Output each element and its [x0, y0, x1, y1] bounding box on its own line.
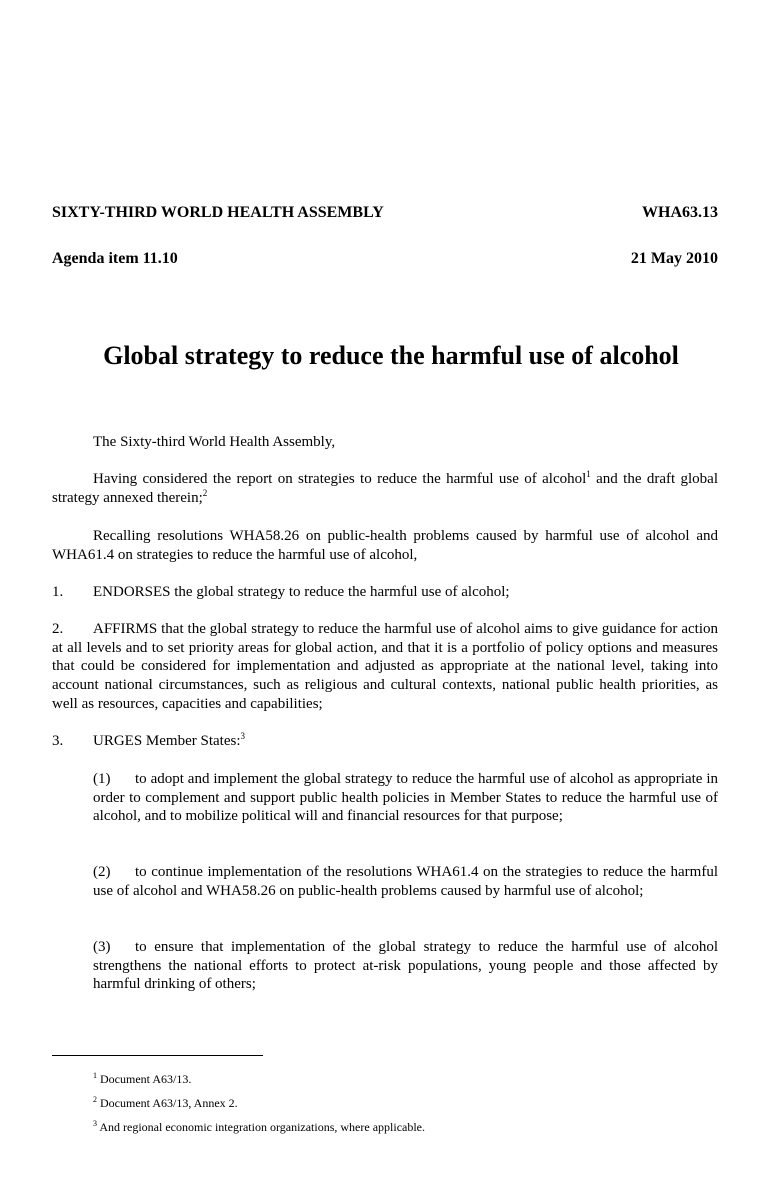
footnote-ref-1: 1 — [586, 469, 591, 479]
footnote-3 — [93, 1120, 425, 1134]
document-title: Global strategy to reduce the harmful use of alcohol — [103, 341, 679, 370]
assembly-name: SIXTY-THIRD WORLD HEALTH ASSEMBLY — [52, 204, 384, 221]
subitem-1-text: to adopt and implement the global strategy to reduce the harmful use of alcohol as appropriate in order to complement and support public health policies in Member States to reduce the harmful use of alcohol, and to mobilize political will and financial resources for that purpose; — [93, 771, 718, 825]
item-1-number: 1. — [52, 584, 64, 600]
footnote-2-mark: 2 — [93, 1095, 97, 1104]
item-1-text: ENDORSES the global strategy to reduce the harmful use of alcohol; — [93, 584, 510, 600]
footnote-separator — [52, 1055, 263, 1056]
subitem-3-number: (3) — [93, 939, 111, 955]
subitem-2-number: (2) — [93, 864, 111, 880]
footnote-3-mark: 3 — [93, 1119, 97, 1128]
resolution-number: WHA63.13 — [642, 204, 718, 221]
footnote-2-text: Document A63/13, Annex 2. — [100, 1096, 238, 1110]
operative-item-2 — [52, 620, 718, 714]
subitem-1-number: (1) — [93, 771, 111, 787]
operative-item-3 — [52, 732, 718, 751]
paragraph-having-considered — [52, 470, 718, 507]
item-3-number: 3. — [52, 733, 64, 749]
footnote-1-mark: 1 — [93, 1071, 97, 1080]
footnote-3-text: And regional economic integration organizations, where applicable. — [99, 1120, 426, 1134]
agenda-item: Agenda item 11.10 — [52, 250, 178, 267]
footnote-2 — [93, 1096, 238, 1110]
footnote-ref-2: 2 — [202, 487, 208, 498]
operative-item-1 — [52, 583, 718, 602]
subitem-1 — [93, 770, 718, 826]
footnote-1 — [93, 1072, 191, 1086]
header-row-2 — [52, 250, 718, 268]
item-3-text: URGES Member States: — [93, 733, 241, 749]
item-2-number: 2. — [52, 621, 64, 637]
subitem-2-text: to continue implementation of the resolutions WHA61.4 on the strategies to reduce the harmful use of alcohol and WHA58.26 on public-health problems caused by harmful use of alcohol; — [93, 864, 718, 899]
header-row-1 — [52, 204, 718, 222]
p1-text-b: and the draft global strategy annexed therein; — [52, 471, 718, 506]
subitem-2 — [93, 863, 718, 900]
subitem-3-text: to ensure that implementation of the global strategy to reduce the harmful use of alcohol strengthens the national efforts to protect at-risk populations, young people and those affected by harmful drinking of others; — [93, 939, 718, 993]
item-2-text: AFFIRMS that the global strategy to reduce the harmful use of alcohol aims to give guidance for action at all levels and to set priority areas for global action, and that it is a portfolio of policy options and measures that could be considered for implementation and adjusted as appropriate at the national level, taking into account national circumstances, such as religious and cultural contexts, national public health priorities, as well as resources, capacities and capabilities; — [52, 621, 718, 712]
resolution-date: 21 May 2010 — [630, 250, 718, 267]
opening-line: The Sixty-third World Health Assembly, — [93, 434, 336, 450]
footnote-1-text: Document A63/13. — [100, 1072, 192, 1086]
footnote-ref-3: 3 — [240, 731, 245, 741]
subitem-3 — [93, 938, 718, 994]
p1-text-a: Having considered the report on strategies to reduce the harmful use of alcohol — [93, 471, 587, 487]
paragraph-recalling: Recalling resolutions WHA58.26 on public-health problems caused by harmful use of alcohol and WHA61.4 on strategies to reduce the harmful use of alcohol, — [52, 528, 718, 563]
